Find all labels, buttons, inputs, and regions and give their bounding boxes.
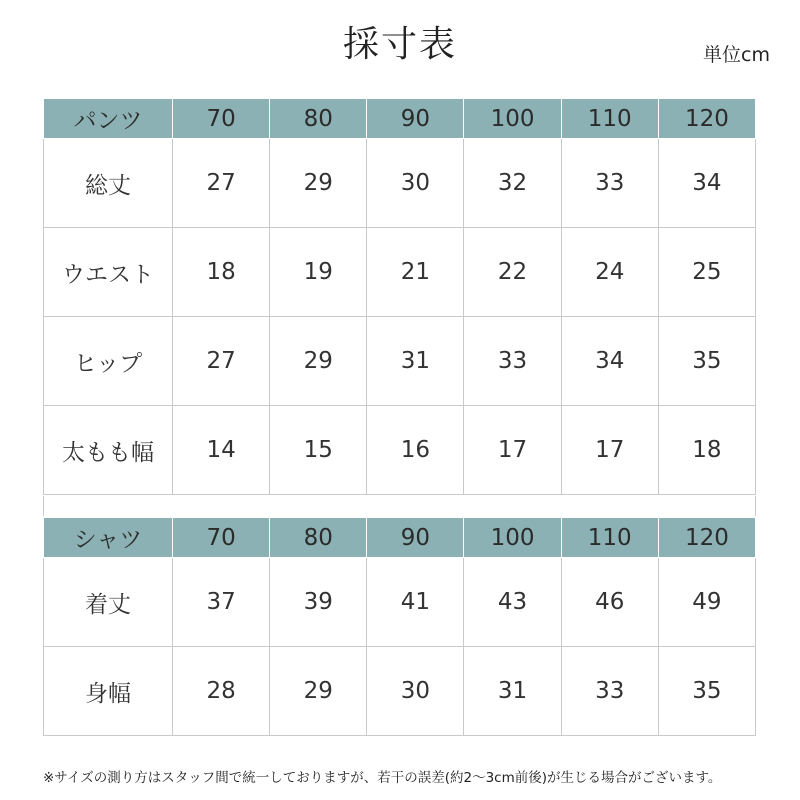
- table-cell: 33: [464, 317, 561, 406]
- table-cell: 31: [367, 317, 464, 406]
- table-cell: 46: [561, 558, 658, 647]
- header-cell-size: 120: [658, 518, 755, 558]
- header-cell-size: 70: [173, 518, 270, 558]
- header-cell-size: 80: [270, 99, 367, 139]
- table-cell: 18: [173, 228, 270, 317]
- header-cell-size: 120: [658, 99, 755, 139]
- header-cell-size: 90: [367, 99, 464, 139]
- row-label: 総丈: [44, 139, 173, 228]
- header-cell-category: シャツ: [44, 518, 173, 558]
- row-label: 太もも幅: [44, 406, 173, 495]
- table-row: [44, 139, 756, 228]
- table-cell: 29: [270, 647, 367, 736]
- header-cell-size: 100: [464, 99, 561, 139]
- table-row: [44, 647, 756, 736]
- table-cell: 43: [464, 558, 561, 647]
- table-cell: 29: [270, 317, 367, 406]
- table-cell: 17: [464, 406, 561, 495]
- table-header-row: [44, 518, 756, 558]
- table-cell: 31: [464, 647, 561, 736]
- table-cell: 35: [658, 647, 755, 736]
- table-cell: 30: [367, 139, 464, 228]
- header-cell-size: 110: [561, 99, 658, 139]
- table-cell: 27: [173, 317, 270, 406]
- header-cell-size: 100: [464, 518, 561, 558]
- header-cell-size: 110: [561, 518, 658, 558]
- table-cell: 41: [367, 558, 464, 647]
- table-row: [44, 228, 756, 317]
- page-title: 採寸表: [342, 24, 457, 65]
- header-cell-size: 80: [270, 518, 367, 558]
- table-cell: 34: [561, 317, 658, 406]
- unit-label: 単位cm: [703, 44, 770, 66]
- table-divider: [43, 496, 756, 516]
- table-cell: 21: [367, 228, 464, 317]
- table-cell: 49: [658, 558, 755, 647]
- table-cell: 39: [270, 558, 367, 647]
- table-cell: 14: [173, 406, 270, 495]
- pants-size-table: [43, 98, 756, 495]
- row-label: ヒップ: [44, 317, 173, 406]
- table-cell: 25: [658, 228, 755, 317]
- row-label: 着丈: [44, 558, 173, 647]
- measurement-note: ※サイズの測り方はスタッフ間で統一しておりますが、若干の誤差(約2～3cm前後)が生じる場合がございます。: [43, 770, 722, 786]
- table-cell: 37: [173, 558, 270, 647]
- table-cell: 19: [270, 228, 367, 317]
- header-cell-size: 70: [173, 99, 270, 139]
- table-cell: 15: [270, 406, 367, 495]
- table-row: [44, 317, 756, 406]
- table-cell: 18: [658, 406, 755, 495]
- shirts-size-table: [43, 517, 756, 736]
- table-cell: 17: [561, 406, 658, 495]
- table-cell: 28: [173, 647, 270, 736]
- table-cell: 24: [561, 228, 658, 317]
- table-cell: 33: [561, 139, 658, 228]
- table-cell: 16: [367, 406, 464, 495]
- table-cell: 29: [270, 139, 367, 228]
- row-label: ウエスト: [44, 228, 173, 317]
- table-row: [44, 558, 756, 647]
- table-cell: 32: [464, 139, 561, 228]
- table-cell: 27: [173, 139, 270, 228]
- row-label: 身幅: [44, 647, 173, 736]
- table-row: [44, 406, 756, 495]
- table-header-row: [44, 99, 756, 139]
- table-cell: 30: [367, 647, 464, 736]
- table-cell: 33: [561, 647, 658, 736]
- table-cell: 35: [658, 317, 755, 406]
- table-cell: 22: [464, 228, 561, 317]
- header-cell-category: パンツ: [44, 99, 173, 139]
- header-cell-size: 90: [367, 518, 464, 558]
- table-cell: 34: [658, 139, 755, 228]
